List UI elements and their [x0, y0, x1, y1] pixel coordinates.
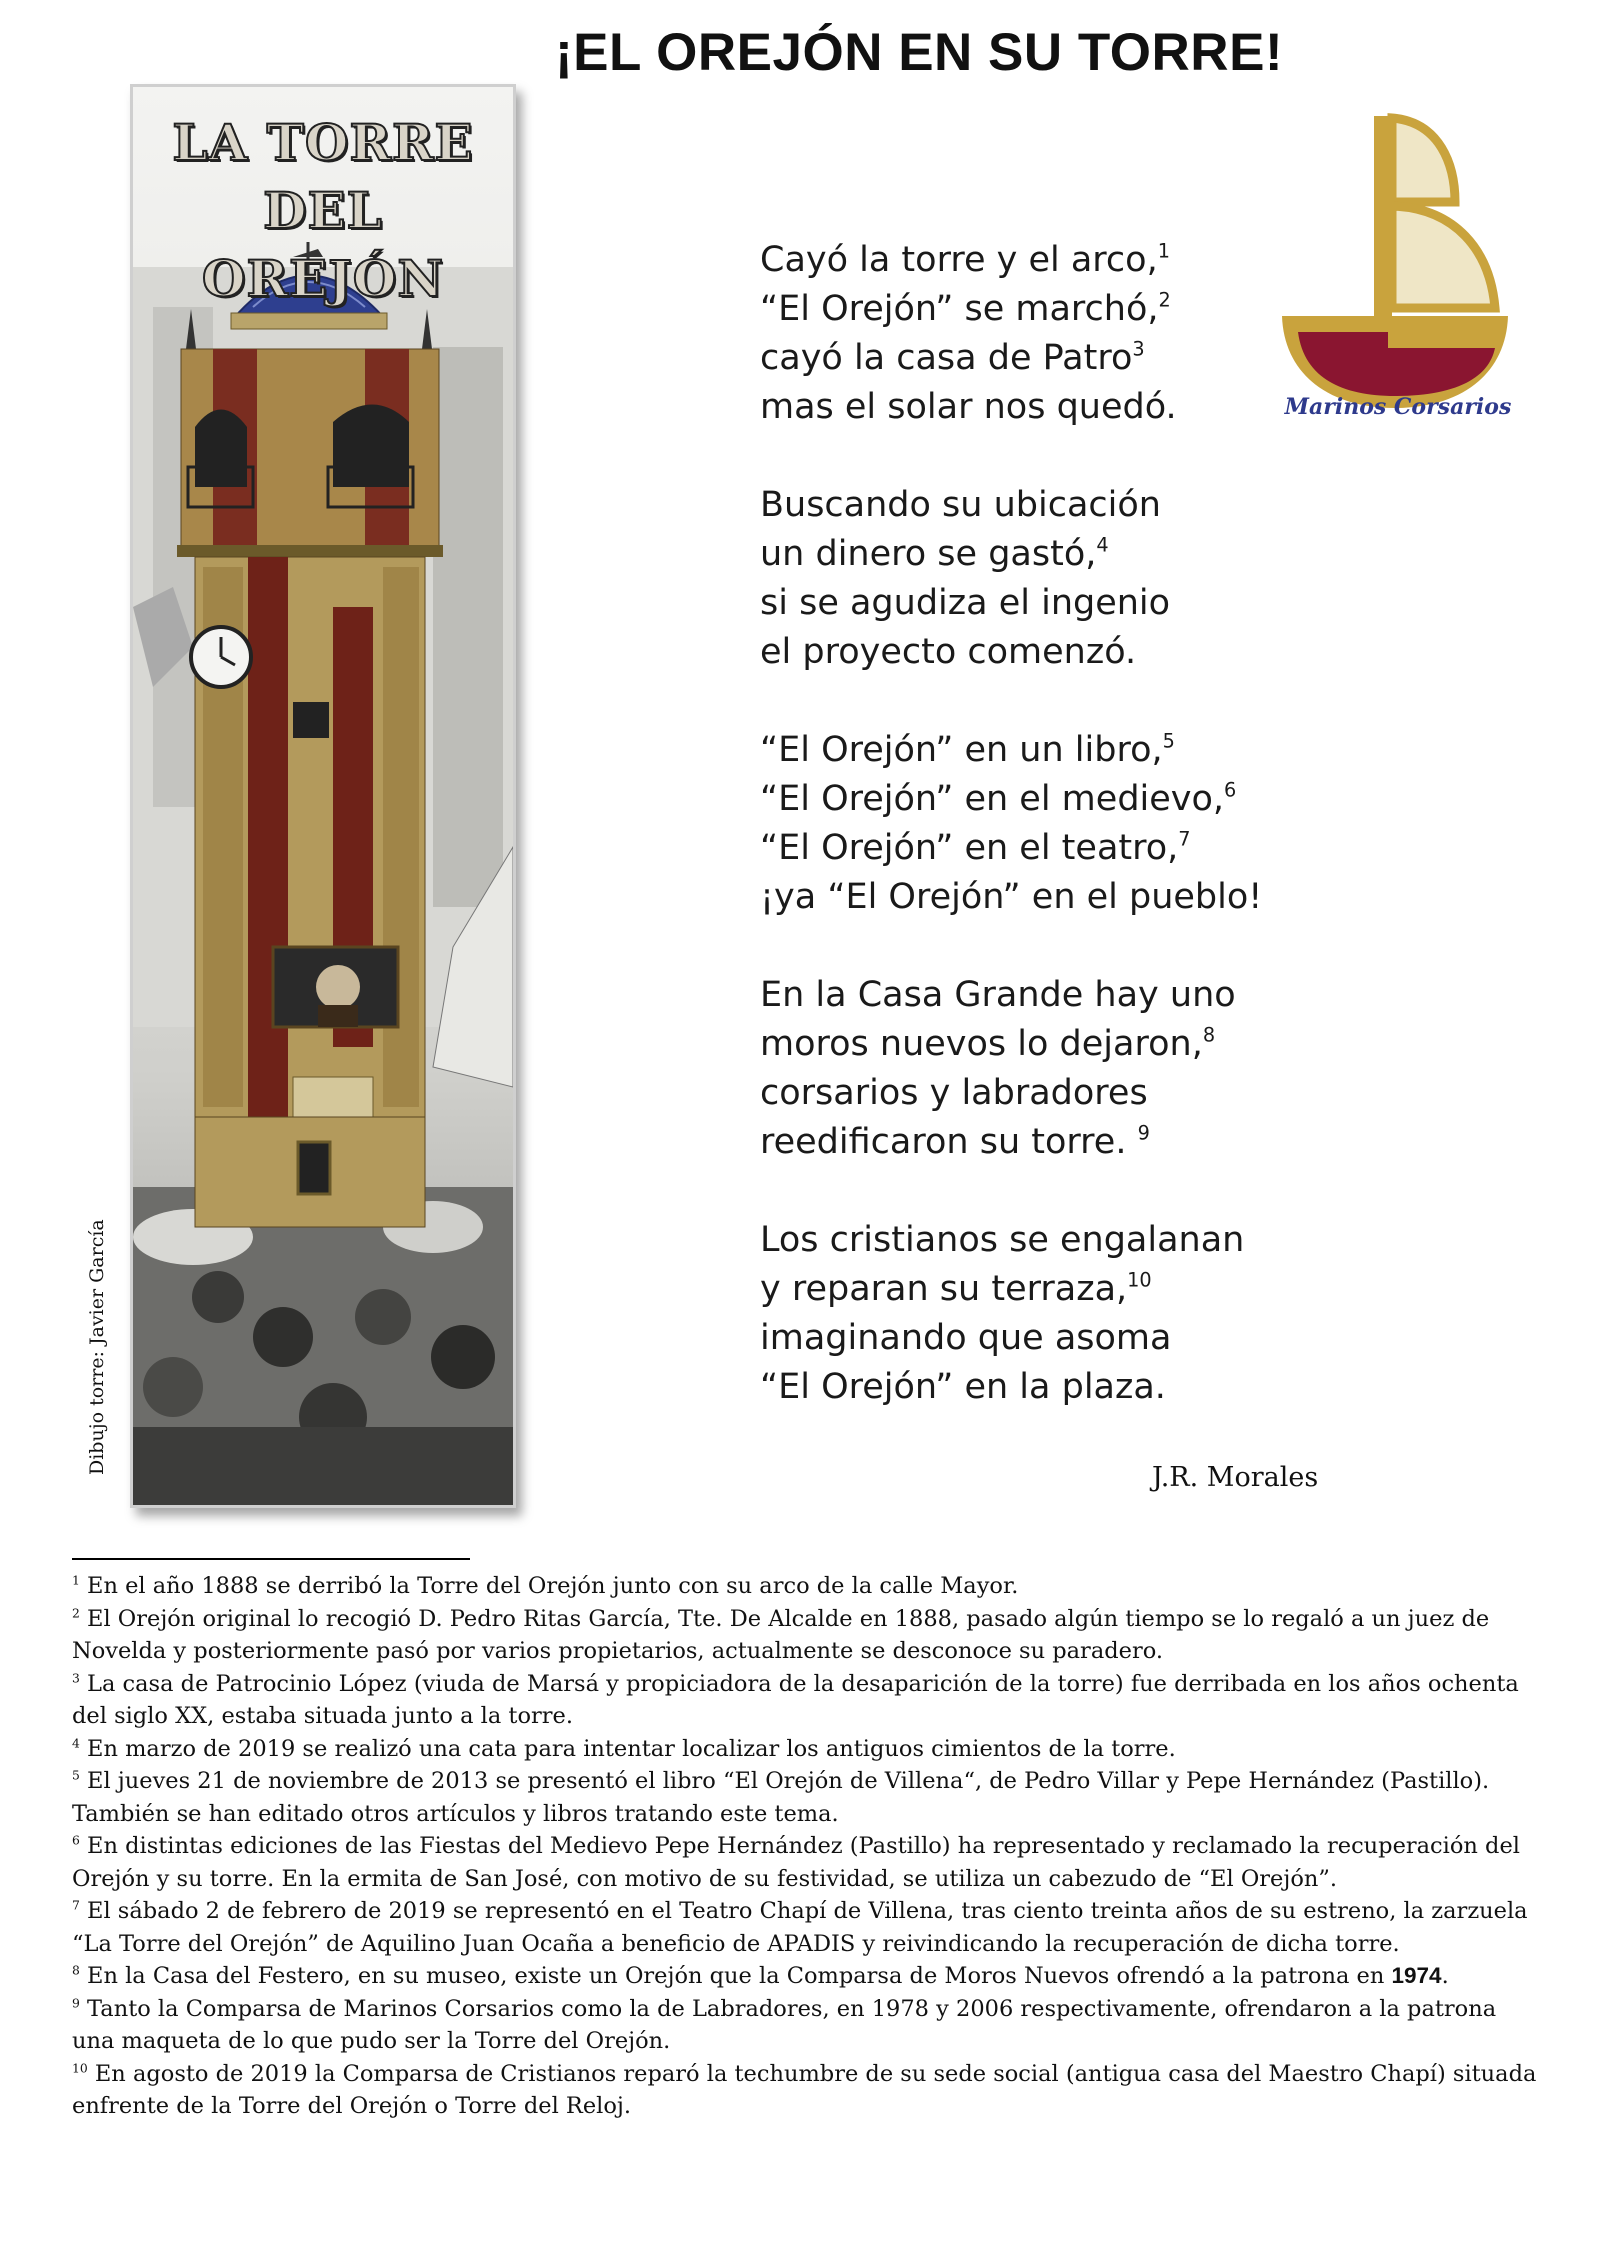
verse-text: “El Orejón” se marchó,: [760, 289, 1159, 329]
poem-verse: [760, 1069, 1320, 1118]
tower-illustration: [130, 84, 516, 1508]
illustration-credit: Dibujo torre: Javier García: [86, 1219, 108, 1475]
verse-text: corsarios y labradores: [760, 1073, 1148, 1113]
poem-verse: [760, 530, 1320, 579]
footnotes: [72, 1570, 1542, 2123]
poem-verse: [760, 481, 1320, 530]
logo-upper-sail: [1392, 118, 1455, 202]
footnote-ref: 8: [1202, 1023, 1216, 1047]
verse-text: el proyecto comenzó.: [760, 632, 1137, 672]
footnote-number: 7: [72, 1898, 80, 1913]
footnote-ref: 9: [1137, 1121, 1150, 1145]
verse-text: reedificaron su torre.: [760, 1122, 1138, 1162]
footnote-number: 5: [72, 1768, 80, 1783]
verse-text: Cayó la torre y el arco,: [760, 240, 1158, 280]
footnote-ref: 7: [1178, 827, 1191, 851]
poem-stanza: [760, 971, 1320, 1167]
poem-verse: [760, 1265, 1320, 1314]
poem-verse: [760, 726, 1320, 775]
footnote-ref: 4: [1096, 533, 1109, 557]
footnote-number: 1: [72, 1573, 80, 1588]
poem-verse: [760, 824, 1320, 873]
footnote-number: 10: [72, 2060, 88, 2075]
poem-verse: [760, 1118, 1320, 1167]
poem-verse: [760, 383, 1320, 432]
footnote: [72, 1960, 1542, 1993]
logo-text: Marinos Corsarios: [1284, 394, 1512, 420]
footnote-number: 8: [72, 1963, 80, 1978]
logo-lower-sail: [1392, 206, 1495, 308]
footnote-number: 4: [72, 1735, 80, 1750]
footnote: [72, 1765, 1542, 1830]
footnote-ref: 6: [1224, 778, 1237, 802]
verse-text: Buscando su ubicación: [760, 485, 1161, 525]
verse-text: imaginando que asoma: [760, 1318, 1172, 1358]
verse-text: Los cristianos se engalanan: [760, 1220, 1245, 1260]
tower-heading-line1: LA TORRE: [172, 113, 474, 172]
page-title: ¡EL OREJÓN EN SU TORRE!: [555, 23, 1284, 82]
poem-verse: [760, 775, 1320, 824]
verse-text: En la Casa Grande hay uno: [760, 975, 1236, 1015]
poem-verse: [760, 1363, 1320, 1412]
footnote-ref: 2: [1158, 288, 1171, 312]
footnote-text: El jueves 21 de noviembre de 2013 se presentó el libro “El Orejón de Villena“, de Pedro Villar y Pepe Hernández (Pastillo). También se han editado otros artículos y libros tratando este tema.: [72, 1768, 1490, 1827]
poem-verse: [760, 1216, 1320, 1265]
footnote-ref: 5: [1162, 729, 1175, 753]
footnote: [72, 1668, 1542, 1733]
verse-text: un dinero se gastó,: [760, 534, 1097, 574]
footnote-ref: 3: [1132, 337, 1145, 361]
footnote: [72, 2058, 1542, 2123]
footnote: [72, 1830, 1542, 1895]
footnote: [72, 1603, 1542, 1668]
verse-text: y reparan su terraza,: [760, 1269, 1128, 1309]
footnote-text: En el año 1888 se derribó la Torre del Orejón junto con su arco de la calle Mayor.: [79, 1573, 1019, 1599]
verse-text: “El Orejón” en el teatro,: [760, 828, 1179, 868]
verse-text: ¡ya “El Orejón” en el pueblo!: [760, 877, 1263, 917]
footnote-ref: 10: [1127, 1268, 1152, 1292]
footnote-number: 9: [72, 1995, 80, 2010]
poem: [760, 236, 1320, 1461]
poem-stanza: [760, 236, 1320, 432]
verse-text: moros nuevos lo dejaron,: [760, 1024, 1203, 1064]
footnote-text: El sábado 2 de febrero de 2019 se representó en el Teatro Chapí de Villena, tras ciento treinta años de su estreno, la zarzuela “La Torre del Orejón” de Aquilino Juan Ocaña a beneficio de APADIS y reivindicando la recuperación de dicha torre.: [72, 1898, 1528, 1957]
verse-text: “El Orejón” en la plaza.: [760, 1367, 1166, 1407]
footnote-ref: 1: [1157, 239, 1170, 263]
poem-stanza: [760, 481, 1320, 677]
footnote-number: 3: [72, 1670, 80, 1685]
footnote-text: En distintas ediciones de las Fiestas del Medievo Pepe Hernández (Pastillo) ha representado y reclamado la recuperación del Orejón y su torre. En la ermita de San José, con motivo de su festividad, se utiliza un cabezudo de “El Orejón”.: [72, 1833, 1520, 1892]
footnote-text: En agosto de 2019 la Comparsa de Cristianos reparó la techumbre de su sede social (antigua casa del Maestro Chapí) situada enfrente de la Torre del Orejón o Torre del Reloj.: [72, 2060, 1537, 2119]
poem-verse: [760, 971, 1320, 1020]
verse-text: “El Orejón” en el medievo,: [760, 779, 1225, 819]
poem-verse: [760, 334, 1320, 383]
footnote-text: Tanto la Comparsa de Marinos Corsarios como la de Labradores, en 1978 y 2006 respectivamente, ofrendaron a la patrona una maqueta de lo que pudo ser la Torre del Orejón.: [72, 1995, 1497, 2054]
footnote-text-end: .: [1441, 1963, 1449, 1989]
poem-verse: [760, 628, 1320, 677]
footnote-text: El Orejón original lo recogió D. Pedro Ritas García, Tte. De Alcalde en 1888, pasado algún tiempo se lo regaló a un juez de Novelda y posteriormente pasó por varios propietarios, actualmente se desconoce su paradero.: [72, 1605, 1490, 1664]
footnote-text: En la Casa del Festero, en su museo, existe un Orejón que la Comparsa de Moros Nuevos ofrendó a la patrona en: [79, 1963, 1392, 1989]
footnote-number: 2: [72, 1605, 80, 1620]
verse-text: mas el solar nos quedó.: [760, 387, 1177, 427]
poem-verse: [760, 236, 1320, 285]
poem-author: J.R. Morales: [1152, 1462, 1319, 1493]
poem-verse: [760, 285, 1320, 334]
poem-verse: [760, 579, 1320, 628]
poem-stanza: [760, 1216, 1320, 1412]
tower-heading-line2: DEL OREJÓN: [201, 181, 445, 308]
poem-verse: [760, 873, 1320, 922]
tower-heading: [153, 109, 493, 313]
footnote-bold-year: 1974: [1391, 1963, 1442, 1988]
footnote-separator: [72, 1558, 470, 1560]
footnote-text: La casa de Patrocinio López (viuda de Marsá y propiciadora de la desaparición de la torre) fue derribada en los años ochenta del siglo XX, estaba situada junto a la torre.: [72, 1670, 1519, 1729]
verse-text: si se agudiza el ingenio: [760, 583, 1171, 623]
footnote: [72, 1895, 1542, 1960]
footnote: [72, 1570, 1542, 1603]
footnote-number: 6: [72, 1833, 80, 1848]
footnote-text: En marzo de 2019 se realizó una cata para intentar localizar los antiguos cimientos de la torre.: [79, 1735, 1176, 1762]
footnote: [72, 1733, 1542, 1766]
footnote: [72, 1993, 1542, 2058]
verse-text: “El Orejón” en un libro,: [760, 730, 1163, 770]
poem-verse: [760, 1314, 1320, 1363]
poem-stanza: [760, 726, 1320, 922]
poem-verse: [760, 1020, 1320, 1069]
verse-text: cayó la casa de Patro: [760, 338, 1133, 378]
